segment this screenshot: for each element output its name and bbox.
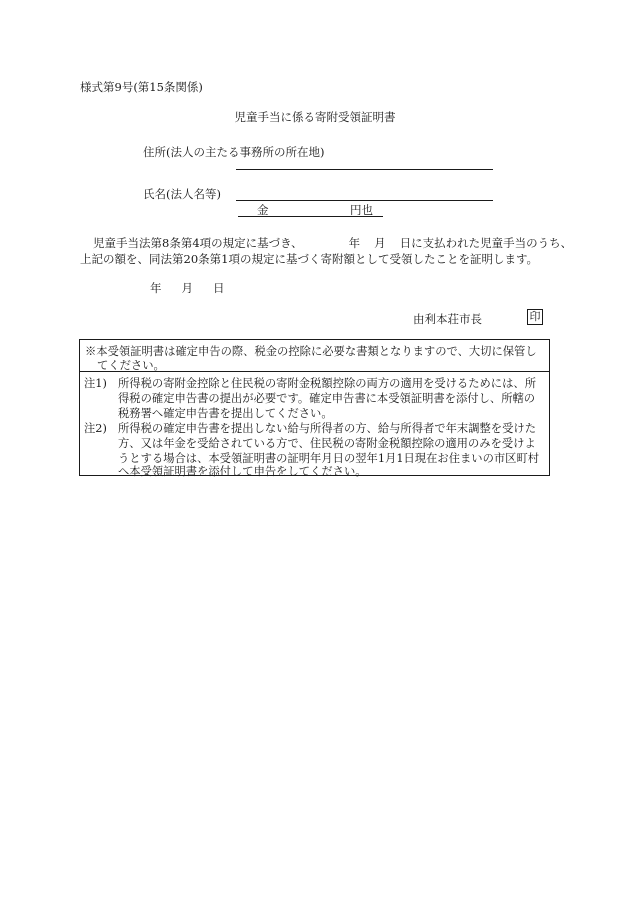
body-year: 年 — [348, 236, 361, 250]
body-line-1 — [93, 235, 572, 251]
amount-suffix: 円也 — [350, 203, 373, 217]
note2-line-2: 方、又は年金を受給されている方で、住民税の寄附金税額控除の適用のみを受けよ — [118, 437, 536, 450]
name-label: 氏名(法人名等) — [143, 187, 221, 201]
body-month: 月 — [374, 236, 386, 250]
date-year: 年 — [150, 281, 162, 295]
note2-mark: 注2) — [84, 422, 107, 435]
address-label: 住所(法人の主たる事務所の所在地) — [143, 145, 325, 159]
body-text-a: 児童手当法第8条第4項の規定に基づき、 — [93, 236, 303, 250]
form-number: 様式第9号(第15条関係) — [80, 80, 203, 94]
date-month: 月 — [181, 281, 193, 295]
name-field-line[interactable] — [236, 200, 493, 201]
amount-field[interactable] — [238, 202, 383, 217]
notes-divider — [80, 371, 549, 372]
body-line-2: 上記の額を、同法第20条第1項の規定に基づく寄附額として受領したことを証明します。 — [80, 252, 539, 266]
document-title: 児童手当に係る寄附受領証明書 — [234, 110, 396, 124]
seal-mark: 印 — [527, 309, 543, 325]
notes-warning-line-2: てください。 — [97, 359, 165, 372]
notes-warning-line-1: ※本受領証明書は確定申告の際、税金の控除に必要な書類となりますので、大切に保管し — [85, 345, 537, 358]
issue-date — [150, 280, 225, 296]
note1-line-2: 得税の確定申告書の提出が必要です。確定申告書に本受領証明書を添付し、所轄の — [118, 392, 536, 405]
body-text-b: 日に支払われた児童手当のうち、 — [399, 236, 573, 250]
note1-line-1: 所得税の寄附金控除と住民税の寄附金税額控除の両方の適用を受けるためには、所 — [118, 377, 536, 390]
note2-line-1: 所得税の確定申告書を提出しない給与所得者の方、給与所得者で年末調整を受けた — [118, 422, 536, 435]
amount-prefix: 金 — [257, 203, 269, 217]
note2-line-4: へ本受領証明書を添付して申告をしてください。 — [118, 465, 367, 478]
note1-mark: 注1) — [84, 377, 107, 390]
date-day: 日 — [213, 281, 225, 295]
issuer-title: 由利本荘市長 — [413, 312, 482, 326]
note2-line-3: うとする場合は、本受領証明書の証明年月日の翌年1月1日現在お住まいの市区町村 — [118, 452, 540, 465]
address-field-line[interactable] — [236, 169, 493, 170]
notes-box — [79, 339, 550, 476]
note1-line-3: 税務署へ確定申告書を提出してください。 — [118, 407, 333, 420]
